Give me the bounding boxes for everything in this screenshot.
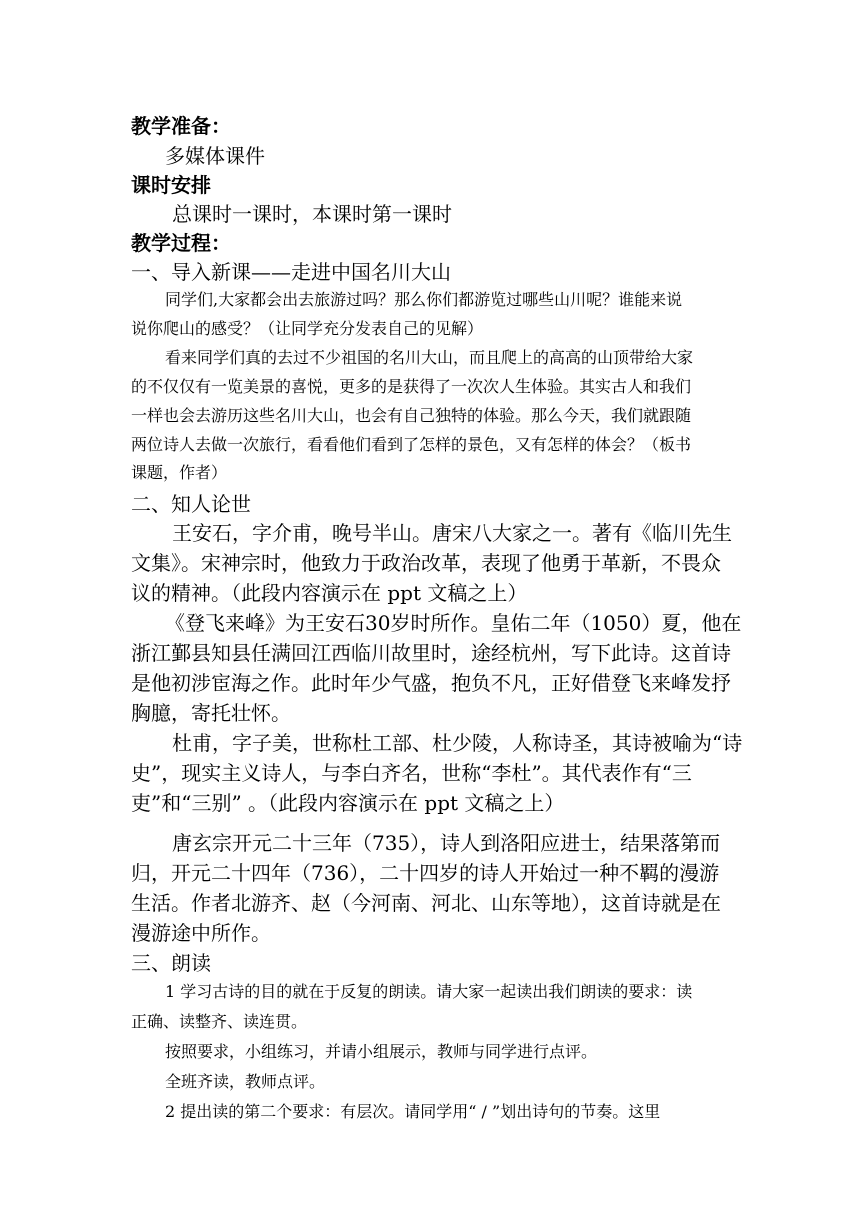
part3-item1b: 按照要求，小组练习，并请小组展示，教师与同学进行点评。: [165, 1042, 598, 1061]
part1-para2-line: 看来同学们真的去过不少祖国的名川大山，而且爬上的高高的山顶带给大家: [165, 348, 694, 367]
part3-item2: 2 提出读的第二个要求：有层次。请同学用“ / ”划出诗句的节奏。这里: [165, 1102, 661, 1121]
part1-para2-line: 一样也会去游历这些名川大山，也会有自己独特的体验。那么今天，我们就跟随: [131, 406, 692, 425]
part2-para4-line: 漫游途中所作。: [131, 921, 271, 945]
prep-heading: 教学准备：: [131, 114, 231, 138]
part2-para2-line: 是他初涉宦海之作。此时年少气盛，抱负不凡，正好借登飞来峰发抒: [131, 671, 731, 695]
part1-heading: 一、导入新课——走进中国名川大山: [131, 260, 451, 284]
process-heading: 教学过程：: [131, 231, 231, 255]
schedule-heading: 课时安排: [131, 173, 211, 197]
part3-item1c: 全班齐读，教师点评。: [165, 1072, 326, 1091]
prep-body: 多媒体课件: [165, 144, 265, 168]
part2-para1-line: 议的精神。（此段内容演示在 ppt 文稿之上）: [131, 581, 528, 605]
part1-para1-line: 说你爬山的感受？（让同学充分发表自己的见解）: [131, 319, 484, 338]
part1-para2-line: 的不仅仅有一览美景的喜悦，更多的是获得了一次次人生体验。其实古人和我们: [131, 377, 692, 396]
part2-para3-line: 史”，现实主义诗人，与李白齐名，世称“李杜”。其代表作有“三: [131, 761, 692, 785]
part2-para3-line: 吏”和“三别” 。（此段内容演示在 ppt 文稿之上）: [131, 791, 565, 815]
part2-para2-line: 《登飞来峰》为王安石30岁时所作。皇佑二年（1050）夏，他在: [165, 611, 742, 635]
part2-para3-line: 杜甫，字子美，世称杜工部、杜少陵，人称诗圣，其诗被喻为“诗: [172, 731, 743, 755]
part2-heading: 二、知人论世: [131, 492, 251, 516]
part2-para4-line: 生活。作者北游齐、赵（今河南、河北、山东等地），这首诗就是在: [131, 891, 721, 915]
schedule-body: 总课时一课时，本课时第一课时: [172, 202, 452, 226]
part2-para4-line: 归，开元二十四年（736），二十四岁的诗人开始过一种不羁的漫游: [131, 861, 720, 885]
part2-para1-line: 文集》。宋神宗时，他致力于政治改革，表现了他勇于革新，不畏众: [131, 551, 721, 575]
part1-para2-line: 两位诗人去做一次旅行，看看他们看到了怎样的景色，又有怎样的体会？（板书: [131, 435, 692, 454]
part2-para2-line: 胸臆，寄托壮怀。: [131, 701, 291, 725]
part3-item1-line: 1 学习古诗的目的就在于反复的朗读。请大家一起读出我们朗读的要求：读: [165, 982, 693, 1001]
part1-para2-line: 课题，作者）: [131, 463, 228, 482]
part2-para4-line: 唐玄宗开元二十三年（735），诗人到洛阳应进士，结果落第而: [172, 831, 721, 855]
part2-para1-line: 王安石，字介甫，晚号半山。唐宋八大家之一。著有《临川先生: [172, 521, 732, 545]
part3-item1-line: 正确、读整齐、读连贯。: [131, 1012, 308, 1031]
part3-heading: 三、朗读: [131, 951, 211, 975]
part2-para2-line: 浙江鄞县知县任满回江西临川故里时，途经杭州，写下此诗。这首诗: [131, 641, 731, 665]
part1-para1-line: 同学们,大家都会出去旅游过吗？那么你们都游览过哪些山川呢？谁能来说: [165, 290, 683, 309]
